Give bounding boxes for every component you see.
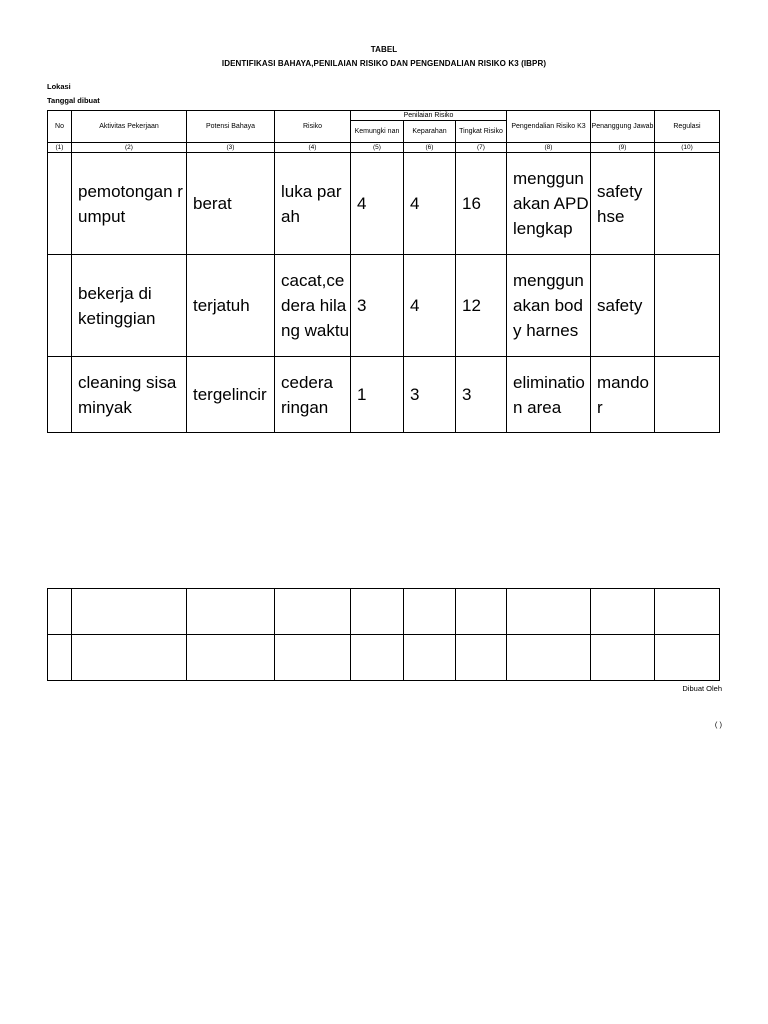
column-number: (2): [72, 143, 187, 153]
header-potensi: Potensi Bahaya: [187, 111, 275, 143]
column-number: (7): [456, 143, 507, 153]
cell-aktivitas: bekerja di ketinggian: [72, 255, 187, 357]
cell-aktivitas: cleaning sisa minyak: [72, 357, 187, 433]
cell-tingkat: 3: [456, 357, 507, 433]
empty-row: [48, 635, 720, 681]
cell-keparahan: 4: [404, 255, 456, 357]
header-regulasi: Regulasi: [655, 111, 720, 143]
table-row: [48, 357, 720, 433]
cell-potensi: terjatuh: [187, 255, 275, 357]
cell-keparahan: 4: [404, 153, 456, 255]
lokasi-label: Lokasi: [47, 82, 71, 91]
header-keparahan: Keparahan: [404, 121, 456, 143]
cell-penanggung: safety: [591, 255, 655, 357]
header-penilaian: Penilaian Risiko: [351, 111, 507, 121]
table-title: TABEL: [370, 45, 398, 54]
header-tingkat: Tingkat Risiko: [456, 121, 507, 143]
cell-tingkat: 16: [456, 153, 507, 255]
cell-potensi: tergelincir: [187, 357, 275, 433]
signature-bracket: ( ): [714, 720, 722, 729]
column-number: (4): [275, 143, 351, 153]
table-row: [48, 255, 720, 357]
cell-kemungkinan: 1: [351, 357, 404, 433]
header-aktivitas: Aktivitas Pekerjaan: [72, 111, 187, 143]
header-risiko: Risiko: [275, 111, 351, 143]
column-number: (1): [48, 143, 72, 153]
cell-regulasi: [655, 255, 720, 357]
empty-row: [48, 589, 720, 635]
table-subtitle: IDENTIFIKASI BAHAYA,PENILAIAN RISIKO DAN PENGENDALIAN RISIKO K3 (IBPR): [221, 59, 547, 68]
column-number: (8): [507, 143, 591, 153]
cell-no: [48, 255, 72, 357]
column-number: (3): [187, 143, 275, 153]
column-number: (10): [655, 143, 720, 153]
cell-penanggung: mandor: [591, 357, 655, 433]
cell-pengendalian: menggunakan APD lengkap: [507, 153, 591, 255]
ibpr-table: [47, 110, 720, 433]
header-penanggung: Penanggung Jawab: [591, 111, 655, 143]
column-number: (5): [351, 143, 404, 153]
cell-pengendalian: elimination area: [507, 357, 591, 433]
dibuat-oleh-label: Dibuat Oleh: [682, 684, 722, 693]
cell-risiko: luka parah: [275, 153, 351, 255]
cell-pengendalian: menggunakan body harnes: [507, 255, 591, 357]
cell-risiko: cedera ringan: [275, 357, 351, 433]
column-number: (6): [404, 143, 456, 153]
cell-risiko: cacat,cedera hilang waktu: [275, 255, 351, 357]
cell-regulasi: [655, 153, 720, 255]
cell-tingkat: 12: [456, 255, 507, 357]
header-pengendalian: Pengendalian Risiko K3: [507, 111, 591, 143]
tanggal-label: Tanggal dibuat: [47, 96, 100, 105]
cell-regulasi: [655, 357, 720, 433]
header-kemungkinan: Kemungki nan: [351, 121, 404, 143]
cell-keparahan: 3: [404, 357, 456, 433]
cell-penanggung: safety hse: [591, 153, 655, 255]
cell-potensi: berat: [187, 153, 275, 255]
column-number: (9): [591, 143, 655, 153]
cell-kemungkinan: 3: [351, 255, 404, 357]
cell-no: [48, 153, 72, 255]
table-row: [48, 153, 720, 255]
cell-kemungkinan: 4: [351, 153, 404, 255]
cell-aktivitas: pemotongan rumput: [72, 153, 187, 255]
blank-table: [47, 588, 720, 681]
cell-no: [48, 357, 72, 433]
header-no: No: [48, 111, 72, 143]
